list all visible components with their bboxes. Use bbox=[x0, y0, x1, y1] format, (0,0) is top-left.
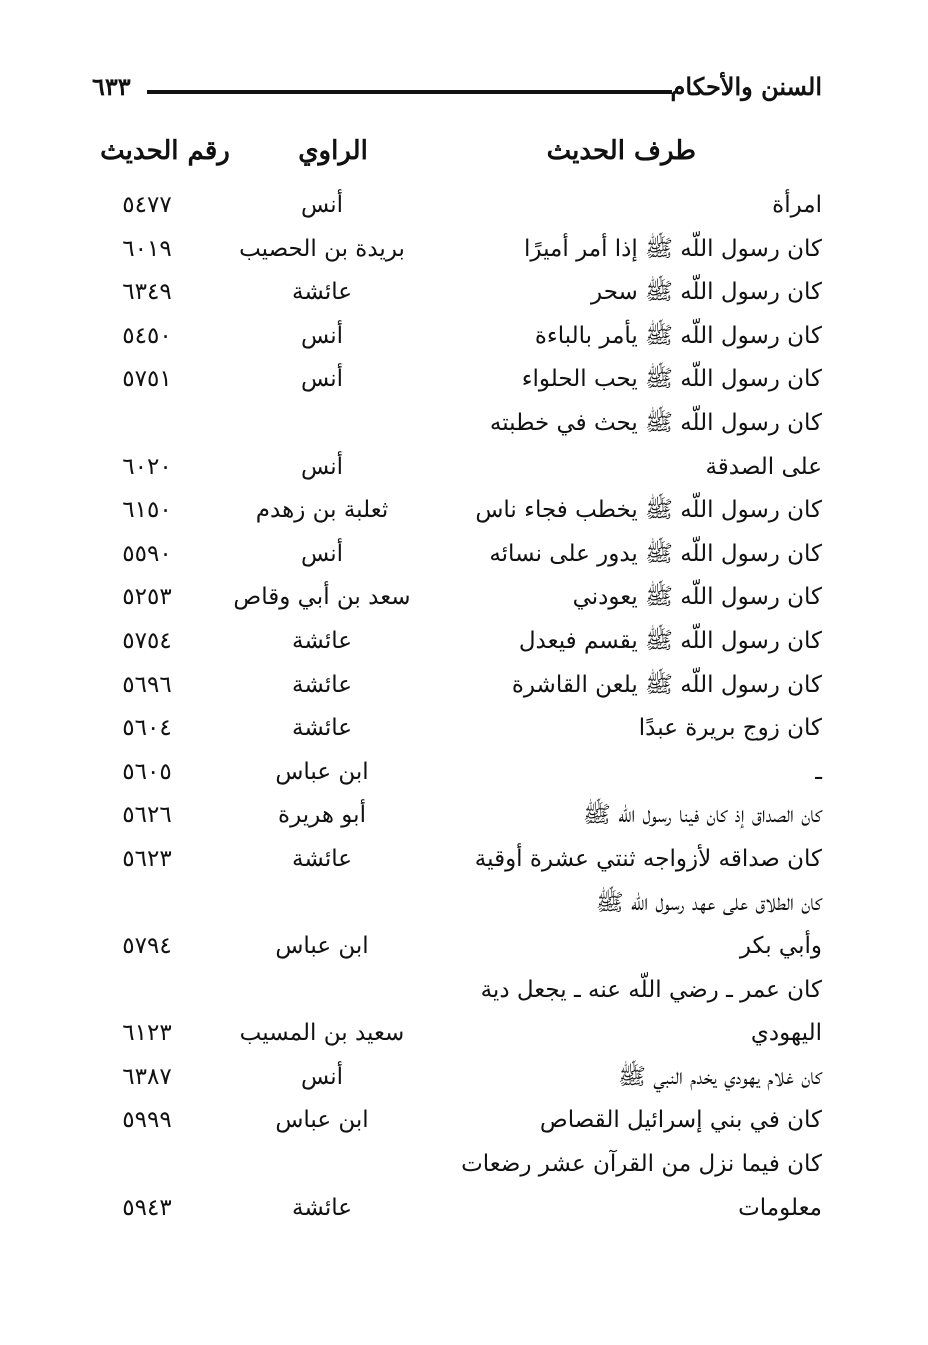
hadith-number-cell: ٥٧٥١ bbox=[122, 366, 172, 393]
table-row bbox=[92, 882, 822, 926]
hadith-start-cell: كان رسول اللّه ﷺ يحث في خطبته bbox=[489, 409, 822, 436]
hadith-number-cell: ٥٦٠٤ bbox=[122, 715, 172, 742]
hadith-number-cell: ٥٩٤٣ bbox=[122, 1194, 172, 1221]
header-rule bbox=[147, 90, 672, 94]
hadith-start-cell: كان رسول اللّه ﷺ يحب الحلواء bbox=[521, 366, 822, 393]
narrator-cell: أنس bbox=[300, 366, 344, 393]
table-row bbox=[92, 1056, 822, 1100]
hadith-start-cell: كان رسول اللّه ﷺ يعودني bbox=[572, 584, 822, 611]
narrator-cell: عائشة bbox=[292, 715, 352, 742]
narrator-cell: ابن عباس bbox=[275, 1107, 369, 1134]
hadith-start-cell: كان زوج بريرة عبدًا bbox=[638, 715, 822, 742]
index-table bbox=[92, 184, 822, 1230]
hadith-number-cell: ٥٦٠٥ bbox=[122, 758, 172, 785]
hadith-start-cell: كان رسول اللّه ﷺ يأمر بالباءة bbox=[534, 322, 822, 349]
table-row bbox=[92, 707, 822, 751]
table-row bbox=[92, 1143, 822, 1187]
table-row bbox=[92, 969, 822, 1013]
narrator-cell: عائشة bbox=[292, 627, 352, 654]
hadith-start-cell: كان غلام يهودي يخدم النبي ﷺ bbox=[618, 1063, 822, 1090]
table-row bbox=[92, 489, 822, 533]
narrator-cell: أنس bbox=[300, 1063, 344, 1090]
table-row bbox=[92, 228, 822, 272]
book-title: السنن والأحكام bbox=[670, 72, 822, 101]
hadith-start-cell: كان الصداق إذ كان فينا رسول اللّه ﷺ bbox=[582, 802, 822, 829]
hadith-start-cell: على الصدقة bbox=[705, 453, 822, 480]
column-header-narrator: الراوي bbox=[298, 136, 368, 166]
hadith-number-cell: ٥٦٢٦ bbox=[122, 802, 172, 829]
table-row bbox=[92, 446, 822, 490]
hadith-number-cell: ٦١٢٣ bbox=[122, 1020, 172, 1047]
narrator-cell: عائشة bbox=[292, 1194, 352, 1221]
hadith-start-cell: كان صداقه لأزواجه ثنتي عشرة أوقية bbox=[474, 845, 822, 872]
table-row bbox=[92, 533, 822, 577]
table-row bbox=[92, 271, 822, 315]
narrator-cell: عائشة bbox=[292, 671, 352, 698]
hadith-start-cell: كان رسول اللّه ﷺ يدور على نسائه bbox=[489, 540, 822, 567]
hadith-number-cell: ٦٣٨٧ bbox=[122, 1063, 172, 1090]
table-row bbox=[92, 358, 822, 402]
hadith-number-cell: ٥٥٩٠ bbox=[122, 540, 172, 567]
hadith-number-cell: ٥٦٩٦ bbox=[122, 671, 172, 698]
table-row bbox=[92, 1187, 822, 1231]
hadith-start-cell: كان رسول اللّه ﷺ يخطب فجاء ناس bbox=[475, 497, 822, 524]
hadith-number-cell: ٥٧٥٤ bbox=[122, 627, 172, 654]
running-header bbox=[92, 70, 822, 110]
table-row bbox=[92, 1099, 822, 1143]
narrator-cell: عائشة bbox=[292, 279, 352, 306]
table-row bbox=[92, 576, 822, 620]
hadith-number-cell: ٦٣٤٩ bbox=[122, 279, 172, 306]
table-row bbox=[92, 184, 822, 228]
hadith-start-cell: كان عمر ـ رضي اللّه عنه ـ يجعل دية bbox=[480, 976, 822, 1003]
hadith-start-cell: كان في بني إسرائيل القصاص bbox=[539, 1107, 822, 1134]
hadith-start-cell: كان الطلاق على عهد رسول اللّه ﷺ bbox=[595, 889, 822, 916]
hadith-start-cell: امرأة bbox=[772, 192, 822, 218]
narrator-cell: بريدة بن الحصيب bbox=[239, 235, 405, 262]
narrator-cell: ثعلبة بن زهدم bbox=[255, 497, 389, 524]
hadith-number-cell: ٥٧٩٤ bbox=[122, 933, 172, 960]
narrator-cell: أنس bbox=[300, 322, 344, 349]
narrator-cell: سعد بن أبي وقاص bbox=[233, 584, 411, 611]
page-number: ٦٣٣ bbox=[92, 72, 131, 101]
hadith-number-cell: ٥٢٥٣ bbox=[122, 584, 172, 611]
table-row bbox=[92, 838, 822, 882]
table-row bbox=[92, 620, 822, 664]
narrator-cell: أنس bbox=[300, 453, 344, 480]
narrator-cell: أبو هريرة bbox=[278, 802, 366, 829]
hadith-start-cell: وأبي بكر bbox=[739, 933, 822, 960]
hadith-start-cell: كان فيما نزل من القرآن عشر رضعات bbox=[461, 1151, 822, 1178]
hadith-number-cell: ٦١٥٠ bbox=[122, 497, 172, 524]
table-row bbox=[92, 794, 822, 838]
table-row bbox=[92, 925, 822, 969]
hadith-number-cell: ٥٤٥٠ bbox=[122, 322, 172, 349]
table-row bbox=[92, 664, 822, 708]
column-header-hadith-number: رقم الحديث bbox=[100, 136, 230, 166]
hadith-number-cell: ٥٤٧٧ bbox=[122, 192, 172, 218]
narrator-cell: أنس bbox=[300, 192, 344, 218]
hadith-number-cell: ٦٠١٩ bbox=[122, 235, 172, 262]
table-row bbox=[92, 315, 822, 359]
narrator-cell: ابن عباس bbox=[275, 933, 369, 960]
hadith-start-cell: كان رسول اللّه ﷺ سحر bbox=[591, 279, 822, 306]
hadith-start-cell: كان رسول اللّه ﷺ إذا أمر أميرًا bbox=[524, 235, 822, 262]
hadith-start-cell: كان رسول اللّه ﷺ يقسم فيعدل bbox=[518, 627, 822, 654]
table-row bbox=[92, 1012, 822, 1056]
hadith-number-cell: ٥٦٢٣ bbox=[122, 845, 172, 872]
hadith-number-cell: ٦٠٢٠ bbox=[122, 453, 172, 480]
narrator-cell: أنس bbox=[300, 540, 344, 567]
narrator-cell: ابن عباس bbox=[275, 758, 369, 785]
hadith-number-cell: ٥٩٩٩ bbox=[122, 1107, 172, 1134]
table-row bbox=[92, 402, 822, 446]
table-row bbox=[92, 751, 822, 795]
hadith-start-cell: اليهودي bbox=[750, 1020, 822, 1047]
hadith-start-cell: معلومات bbox=[738, 1194, 822, 1221]
hadith-start-cell: كان رسول اللّه ﷺ يلعن القاشرة bbox=[511, 671, 822, 698]
narrator-cell: عائشة bbox=[292, 845, 352, 872]
column-header-hadith-start: طرف الحديث bbox=[546, 136, 696, 166]
hadith-start-cell: ـ bbox=[815, 758, 822, 785]
narrator-cell: سعيد بن المسيب bbox=[239, 1020, 405, 1047]
